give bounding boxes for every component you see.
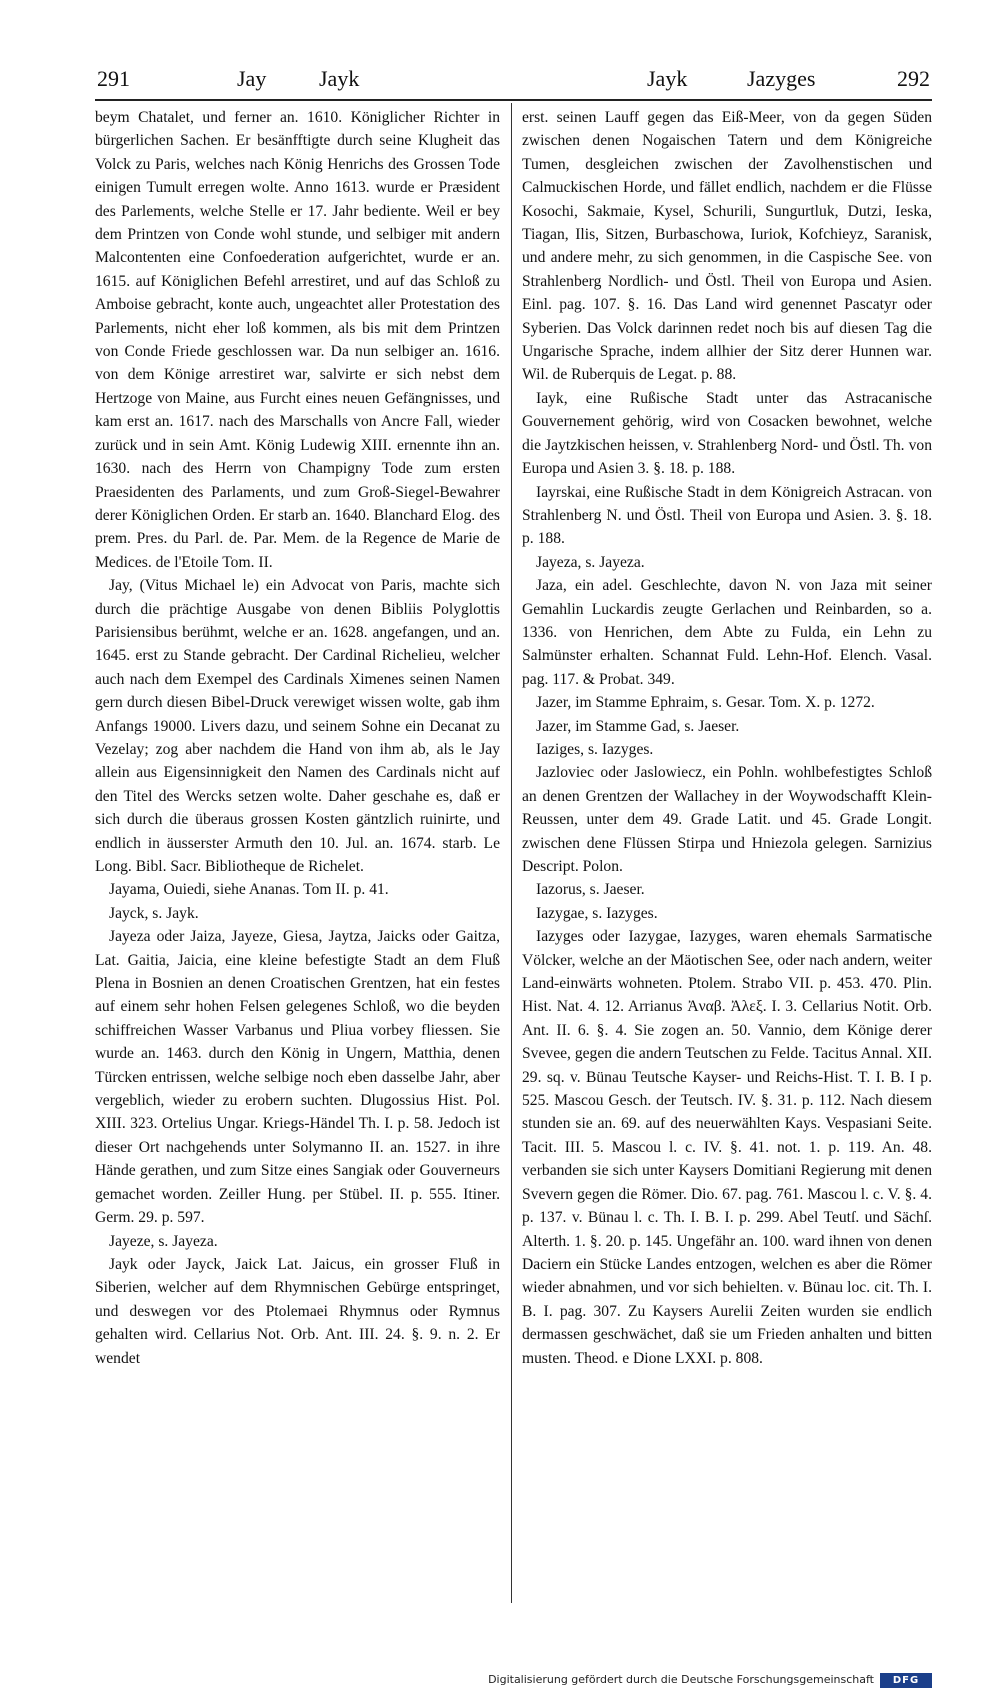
entry-paragraph: Jazer, im Stamme Ephraim, s. Gesar. Tom. X. p. 1272.: [536, 694, 875, 712]
right-column: [522, 106, 932, 1370]
page-header: [97, 66, 930, 100]
page-number-right: 292: [897, 66, 930, 91]
page-number-left: 291: [97, 66, 130, 91]
running-head-left-1: Jay: [237, 66, 267, 91]
header-rule: [95, 99, 932, 101]
entry-paragraph: Jayama, Ouiedi, siehe Ananas. Tom II. p. 41.: [109, 881, 389, 899]
footer-credit: Digitalisierung gefördert durch die Deutsche Forschungsgemeinschaft: [488, 1673, 874, 1686]
running-head-right-2: Jazyges: [747, 66, 816, 91]
running-head-right-1: Jayk: [647, 66, 688, 91]
entry-paragraph: Jayeza oder Jaiza, Jayeze, Giesa, Jaytza, Jaicks oder Gaitza, Lat. Gaitia, Jaicia, eine kleine befestigte Stadt an dem Fluß Plena in Bosnien an denen Croatischen Grentzen, hat ein festes auf einem sehr hohen Felsen gelegenes Schloß, wo die beyden schiffreichen Wasser Varbanus und Pliua vorbey fliessen. Sie wurde an. 1463. durch den König in Ungern, Matthia, denen Türcken entrissen, welche selbige noch eben dasselbe Jahr, aber vergeblich, wieder zu erobern suchten. Dlugossius Hist. Pol. XIII. 323. Ortelius Ungar. Kriegs-Händel Th. I. p. 58. Jedoch ist dieser Ort nachgehends unter Solymanno II. an. 1527. in ihre Hände gerathen, und zum Sitze eines Sangiak oder Gouverneurs gemachet worden. Zeiller Hung. per Stübel. II. p. 555. Itiner. Germ. 29. p. 597.: [95, 928, 500, 1227]
entry-paragraph: Jazer, im Stamme Gad, s. Jaeser.: [536, 717, 740, 735]
entry-paragraph: Jayck, s. Jayk.: [109, 904, 199, 922]
entry-paragraph: Jayeze, s. Jayeza.: [109, 1232, 218, 1250]
entry-paragraph: beym Chatalet, und ferner an. 1610. Königlicher Richter in bürgerlichen Sachen. Er besänfftigte durch seine Klugheit das Volck zu Paris, welches nach König Henrichs des Grossen Tode einigen Tumult erregen wolte. Anno 1613. wurde er Præsident des Parlements, welche Stelle er 17. Jahr bediente. Weil er bey dem Printzen von Conde wohl stunde, und selbiger mit andern Malcontenten eine Confoederation aufgerichtet, wurde er an. 1615. auf Königlichen Befehl arrestiret, und auf das Schloß zu Amboise gebracht, konte auch, ungeachtet aller Protestation des Parlements, nicht eher loß kommen, als bis mit dem Printzen von Conde Friede geschlossen war. Da nun selbiger an. 1616. von dem Könige arrestiret war, salvirte er sich nebst dem Hertzoge von Maine, aus Furcht eines neuen Gefängnisses, und kam erst an. 1617. nach des Marschalls von Ancre Fall, wieder zurück und in sein Amt. König Ludewig XIII. ernennte ihn an. 1630. nach des Herrn von Champigny Tode zum ersten Praesidenten des Parlaments, und zum Groß-Siegel-Bewahrer derer Königlichen Orden. Er starb an. 1640. Blanchard Elog. des prem. Pres. du Parl. de. Par. Mem. de la Regence de Marie de Medices. de l'Etoile Tom. II.: [95, 109, 500, 571]
entry-paragraph: Jayeza, s. Jayeza.: [536, 553, 645, 571]
entry-paragraph: Iazyges oder Iazygae, Iazyges, waren ehemals Sarmatische Völcker, welche an der Mäotischen See, oder nach andern, weiter Land-einwärts wohneten. Ptolem. Strabo VII. p. 453. 470. Plin. Hist. Nat. 4. 12. Arrianus Ἀναβ. Ἀλεξ. I. 3. Cellarius Notit. Orb. Ant. II. 6. §. 4. Sie zogen an. 50. Vannio, dem Könige derer Svevee, gegen die andern Teutschen zu Felde. Tacitus Annal. XII. 29. sq. v. Bünau Teutsche Kayser- und Reichs-Hist. T. I. B. I p. 525. Mascou Gesch. der Teutsch. IV. §. 31. p. 112. Nach diesem stunden sie an. 69. auf des neuerwählten Kays. Vespasiani Seite. Tacit. III. 5. Mascou l. c. IV. §. 41. not. 1. p. 119. An. 48. verbanden sie sich unter Kaysers Domitiani Regierung mit denen Svevern gegen die Römer. Dio. 67. pag. 761. Mascou l. c. V. §. 4. p. 137. v. Bünau l. c. Th. I. B. I. p. 299. Abel Teutſ. und Sächſ. Alterth. 1. §. 20. p. 145. Ungefähr an. 100. ward ihnen von denen Daciern ein Stücke Landes entzogen, welchen es aber die Römer wieder abnahmen, und vor sich behielten. v. Bünau loc. cit. Th. I. B. I. pag. 307. Zu Kaysers Aurelii Zeiten wurden sie endlich dermassen geschwächet, daß sie um Frieden anhalten und bitten musten. Theod. e Dione LXXI. p. 808.: [522, 928, 932, 1367]
entry-paragraph: Iaziges, s. Iazyges.: [536, 740, 654, 758]
entry-paragraph: Jazloviec oder Jaslowiecz, ein Pohln. wohlbefestigtes Schloß an denen Grentzen der Wallachey in der Woywodschafft Klein-Reussen, unter dem 49. Grade Latit. und 45. Grade Longit. zwischen dene Flüssen Stirpa und Hniezola gelegen. Sarnizius Descript. Polon.: [522, 764, 932, 875]
entry-paragraph: Iayk, eine Rußische Stadt unter das Astracanische Gouvernement gehörig, wird von Cosacken bewohnet, welche die Jaytzkischen heissen, v. Strahlenberg Nord- und Östl. Th. von Europa und Asien 3. §. 18. p. 188.: [522, 389, 932, 478]
entry-paragraph: Jay, (Vitus Michael le) ein Advocat von Paris, machte sich durch die prächtige Ausgabe von denen Bibliis Polyglottis Parisiensibus berühmt, welche er an. 1628. angefangen, und an. 1645. erst zu Stande gebracht. Der Cardinal Richelieu, welcher auch nach dem Exempel des Cardinals Ximenes seinen Namen gern durch diesen Bibel-Druck verewiget wissen wolte, gab ihm Anfangs 19000. Livers dazu, und seinem Sohne ein Decanat zu Vezelay; zog aber nachdem die Hand von ihm ab, als le Jay allein aus Eigensinnigkeit den Namen des Cardinals nicht auf den Titel des Wercks setzen wolte. Daher geschahe es, daß er sich durch die überaus grossen Kosten gäntzlich ruinirte, und endlich in äusserster Armuth den 10. Jul. an. 1674. starb. Le Long. Bibl. Sacr. Bibliotheque de Richelet.: [95, 577, 500, 875]
running-head-left-2: Jayk: [319, 66, 360, 91]
left-column: [95, 106, 500, 1370]
footer: [488, 1673, 932, 1689]
entry-paragraph: Iazorus, s. Jaeser.: [536, 881, 645, 899]
entry-paragraph: Jaza, ein adel. Geschlechte, davon N. von Jaza mit seiner Gemahlin Luckardis zeugte Gerlachen und Reinbarden, so a. 1336. von Henrichen, dem Abte zu Fulda, ein Lehn zu Salmünster erhalten. Schannat Fuld. Lehn-Hof. Elench. Vasal. pag. 117. & Probat. 349.: [522, 577, 932, 688]
column-divider: [511, 103, 512, 1603]
entry-paragraph: erst. seinen Lauff gegen das Eiß-Meer, von da gegen Süden zwischen denen Nogaischen Tatern und dem Königreiche Tumen, desgleichen zwischen der Zavolhenstischen und Calmuckischen Horde, und fället endlich, nachdem er die Flüsse Kosochi, Sakmaie, Kysel, Schurili, Sungurtluk, Dutzi, Ieska, Tiagan, Ilis, Sitzen, Burbaschowa, Iuriok, Kofchieyz, Saranisk, und andere mehr, zu sich genommen, in die Caspische See. von Strahlenberg Nordlich- und Östl. Theil von Europa und Asien. Einl. pag. 107. §. 16. Das Land wird genennet Pascatyr oder Syberien. Das Volck darinnen redet noch bis auf diesen Tag die Ungarische Sprache, indem allhier der Sitz derer Hunnen war. Wil. de Ruberquis de Legat. p. 88.: [522, 109, 932, 384]
entry-paragraph: Iazygae, s. Iazyges.: [536, 904, 658, 922]
entry-paragraph: Iayrskai, eine Rußische Stadt in dem Königreich Astracan. von Strahlenberg N. und Östl. Theil von Europa und Asien. 3. §. 18. p. 188.: [522, 483, 932, 548]
entry-paragraph: Jayk oder Jayck, Jaick Lat. Jaicus, ein grosser Fluß in Siberien, welcher auf dem Rhymnischen Gebürge entspringet, und deswegen vor des Ptolemaei Rhymnus oder Rymnus gehalten wird. Cellarius Not. Orb. Ant. III. 24. §. 9. n. 2. Er wendet: [95, 1255, 500, 1367]
dfg-logo: DFG: [880, 1673, 932, 1688]
